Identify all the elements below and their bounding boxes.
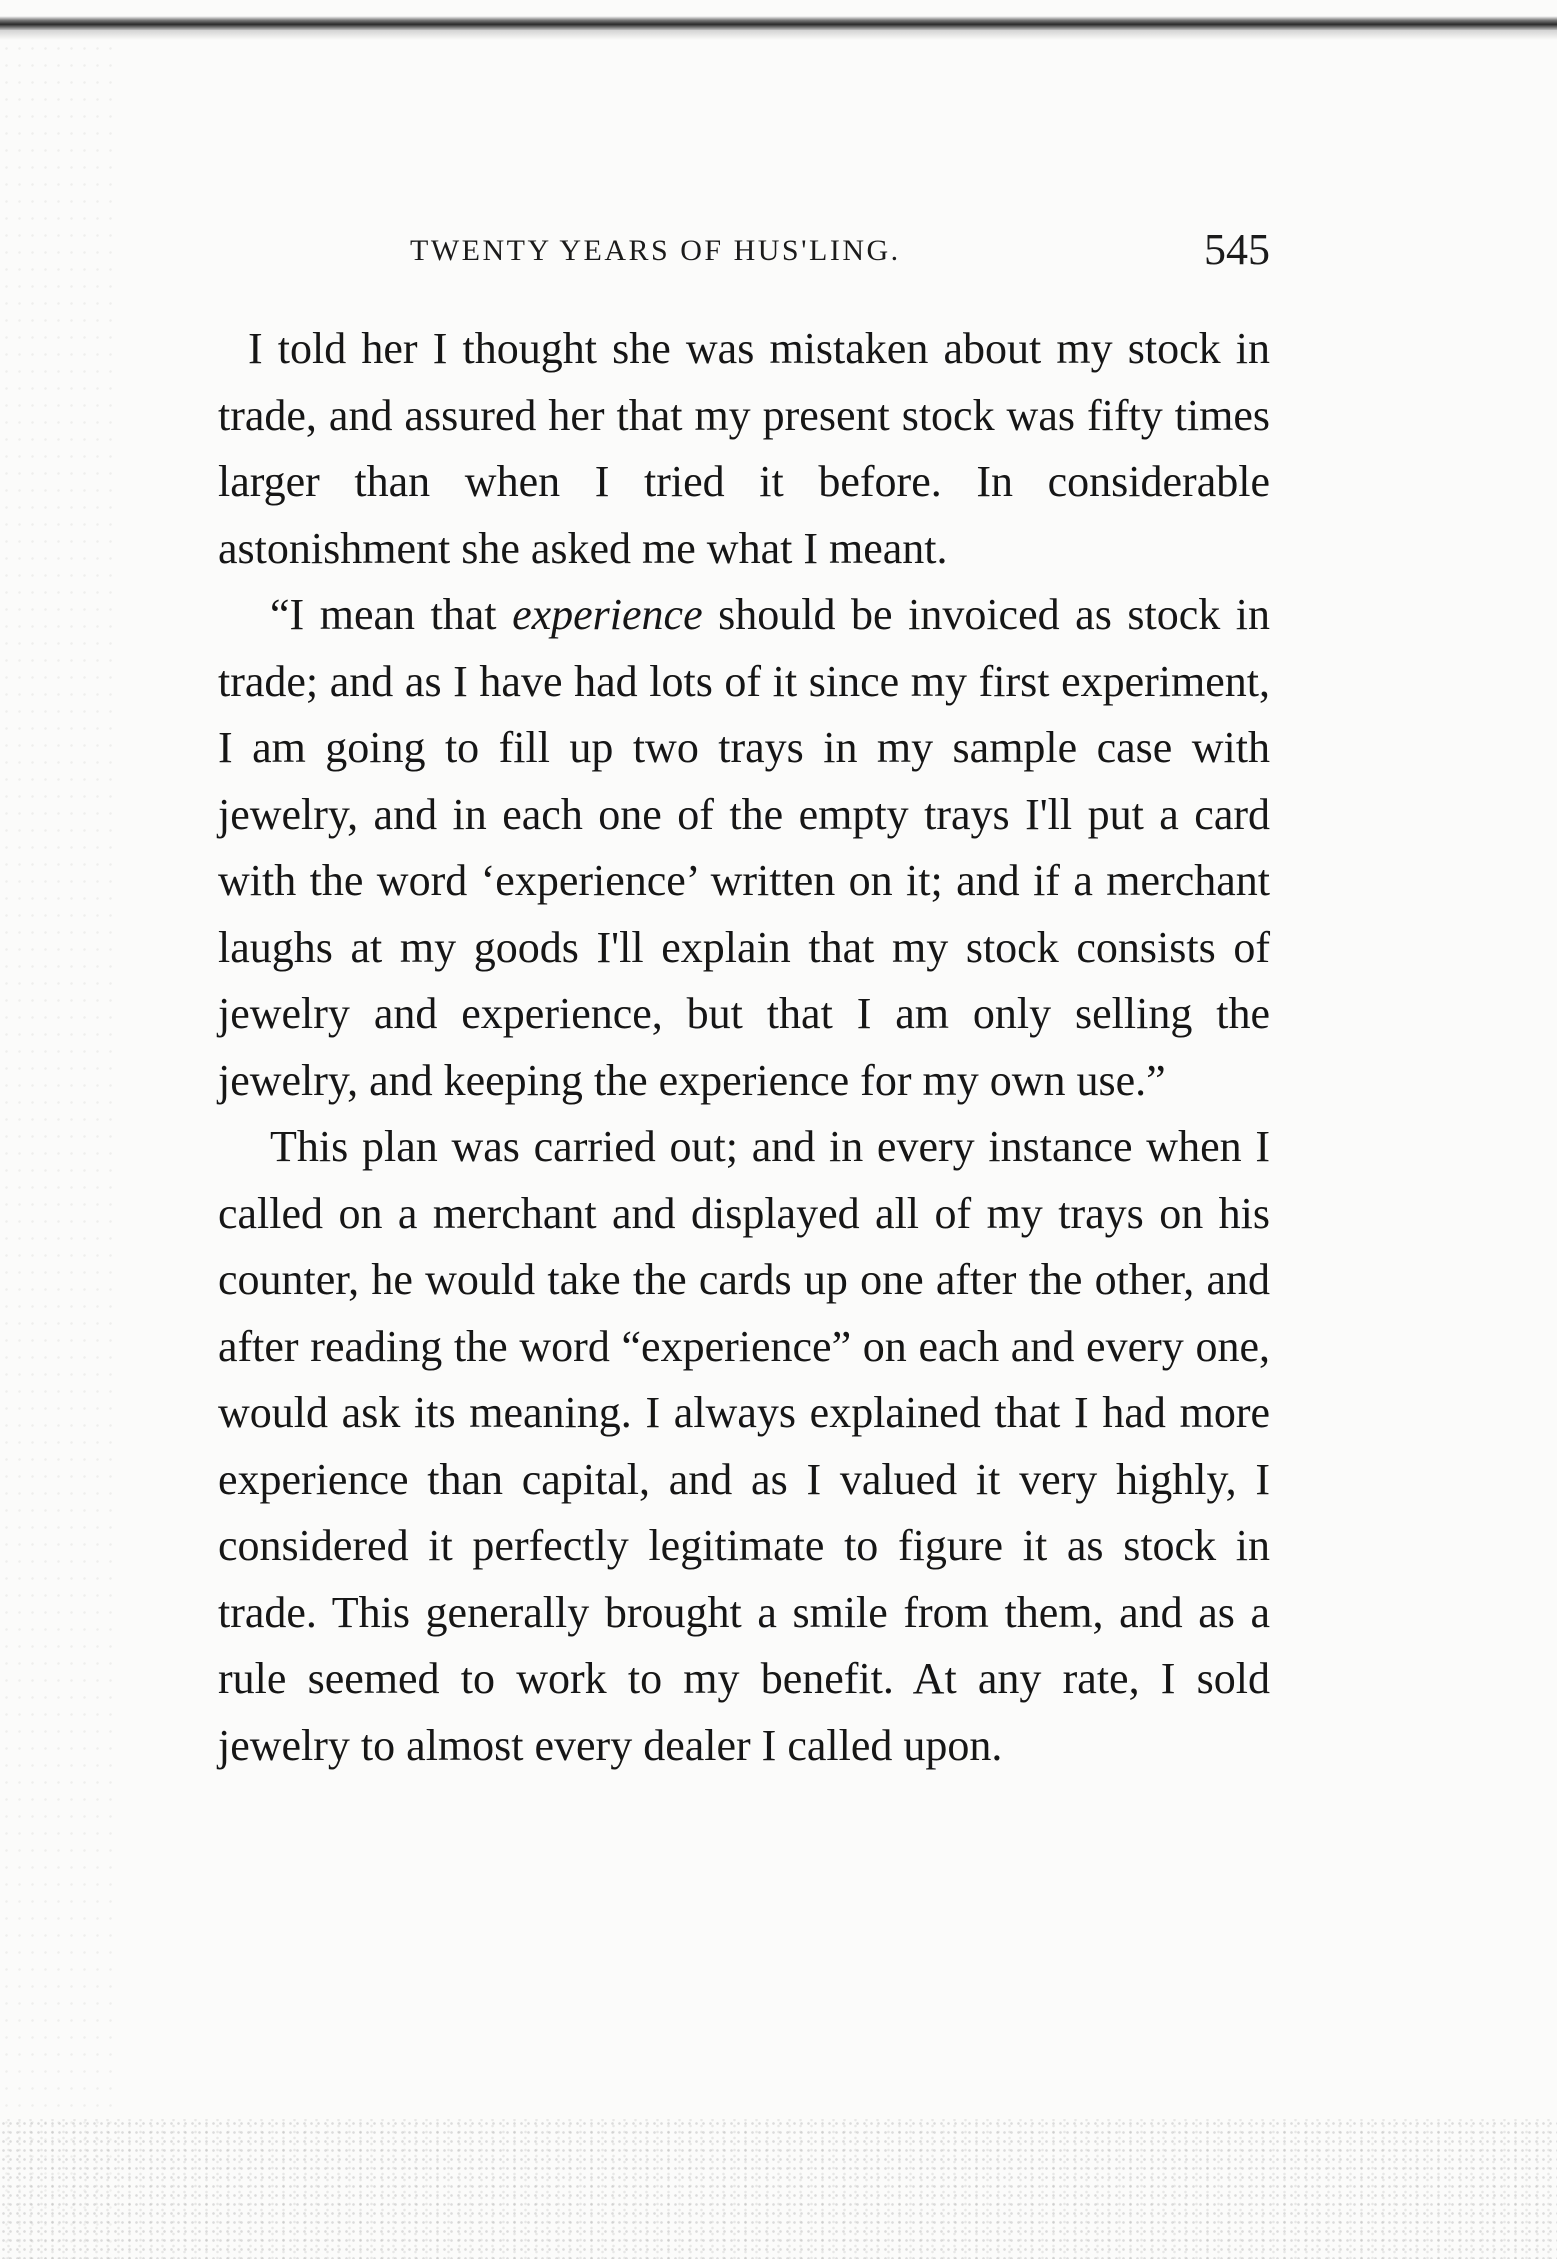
emphasis-experience: experience — [512, 590, 703, 639]
paragraph-1: I told her I thought she was mistaken about my stock in trade, and assured her that my present stock was fifty times larger than when I tried it before. In considerable astonishment she asked me what I meant. — [218, 324, 1270, 573]
page-header — [210, 222, 1270, 292]
paragraph-3: This plan was carried out; and in every instance when I called on a merchant and displayed all of my trays on his counter, he would take the cards up one after the other, and after reading the word “experience” on each and every one, would ask its meaning. I always explained that I had more experience than capital, and as I valued it very highly, I considered it perfectly legitimate to figure it as stock in trade. This generally brought a smile from them, and as a rule seemed to work to my benefit. At any rate, I sold jewelry to almost every dealer I called upon. — [218, 1122, 1270, 1770]
quote-rest: should be invoiced as stock in trade; and as I have had lots of it since my first experiment, I am going to fill up two trays in my sample case with jewelry, and in each one of the empty trays I'll put a card with the word ‘experience’ written on it; and if a merchant laughs at my goods I'll explain that my stock consists of jewelry and experience, but that I am only selling the jewelry, and keeping the experience for my own use.” — [218, 590, 1270, 1105]
paper-speckle-left — [0, 40, 120, 2259]
body-text — [218, 316, 1270, 1779]
quote-lead: “I mean that — [270, 590, 513, 639]
paragraph-2 — [218, 582, 1270, 1114]
page-top-edge — [0, 16, 1557, 30]
paper-speckle-bottom — [0, 2119, 1557, 2259]
page-number: 545 — [1204, 225, 1270, 274]
running-head: TWENTY YEARS OF HUS'LING. — [410, 234, 901, 267]
page-top-shadow — [0, 30, 1557, 40]
